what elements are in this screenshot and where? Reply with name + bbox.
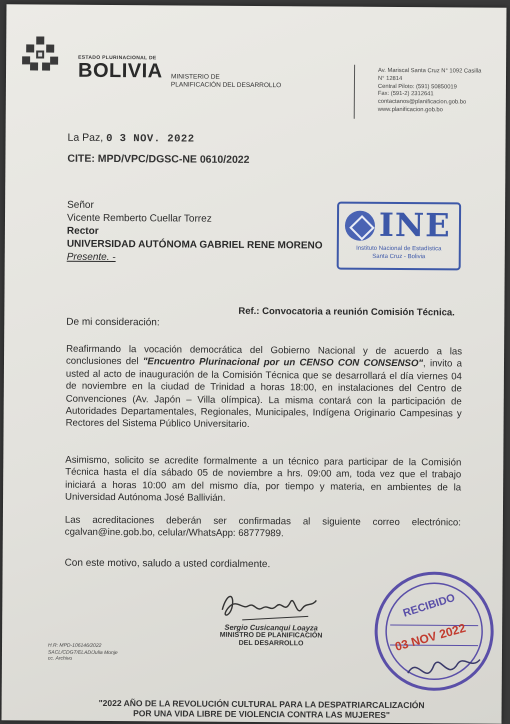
paragraph-2: Asimismo, solicito se acredite formalmente a un técnico para participar de la Comisión Técnica hasta el día sábado 05 de noviembre a hrs. 09:00 am, toda vez que el trabajo iniciará a horas 10:00 am del mismo día, por tiempo y materia, en ambientes de la Universidad Autónoma José Ballivián. (65, 454, 462, 505)
recipient-role: Rector (66, 225, 99, 237)
ministry-name: MINISTERIO DE PLANIFICACIÓN DEL DESARROLLO (170, 73, 282, 89)
presente: Presente. - (66, 251, 116, 264)
ine-logo-icon (345, 211, 375, 241)
signer-name: Sergio Cusicanqui Loayza (224, 622, 318, 633)
header-divider (354, 65, 355, 119)
received-word: RECIBIDO (401, 592, 457, 620)
recipient-title: Señor (67, 199, 94, 211)
date-stamp: 0 3 NOV. 2022 (106, 132, 195, 146)
ine-acronym: INE (378, 205, 451, 245)
received-date: 03 NOV 2022 (393, 620, 468, 654)
signature-block: Sergio Cusicanqui Loayza MINISTRO DE PLANIFICACIÓN DEL DESARROLLO (216, 624, 326, 649)
paragraph-3: Las acreditaciones deberán ser confirmadas al siguiente correo electrónico: cgalvan@ine.gob.bo, celular/WhatsApp: 68777989. (64, 514, 461, 540)
internal-references: H.R: MPD-106146/2022 SACL/CDGT/ELAD/Julia Monje cc. Archivo (47, 642, 118, 662)
place: La Paz, (67, 131, 104, 144)
closing: Con este motivo, saludo a usted cordialmente. (64, 557, 271, 571)
coat-of-arms-icon (20, 34, 60, 74)
cite-reference: CITE: MPD/VPC/DGSC-NE 0610/2022 (67, 152, 250, 166)
received-stamp (368, 565, 501, 698)
reference-line: Ref.: Convocatoria a reunión Comisión Técnica. (238, 305, 455, 319)
footer-slogan: "2022 AÑO DE LA REVOLUCIÓN CULTURAL PARA LA DESPATRIARCALIZACIÓN POR UNA VIDA LIBRE DE VIOLENCIA CONTRA LAS MUJERES" (98, 697, 425, 720)
state-label: ESTADO PLURINACIONAL DE (78, 54, 157, 62)
ine-stamp (337, 202, 461, 271)
recipient-name: Vicente Remberto Cuellar Torrez (66, 212, 212, 225)
paragraph-1: Reafirmando la vocación democrática del Gobierno Nacional y de acuerdo a las conclusiones del "Encuentro Plurinacional por un CENSO CON CONSENSO", invito a usted al acto de inauguración de la Comisión Técnica que se desarrollará el día viernes 04 de noviembre en la ciudad de Trinidad a horas 18:00, en instalaciones del Centro de Convenciones (Av. Japón – Villa olímpica). La misma contará con la participación de Autoridades Departamentales, Regionales, Municipales, Indígena Originario Campesinas y Rectores del Sistema Público Universitario. (65, 343, 463, 431)
recipient-org: UNIVERSIDAD AUTÓNOMA GABRIEL RENE MORENO (66, 238, 323, 252)
contact-block: Av. Mariscal Santa Cruz N° 1092 Casilla N° 12814 Central Piloto: (591) 50850019 Fax: (591-2) 2312641 contactanos@planificacion.gob.bo www.planificacion.gob.bo (377, 67, 482, 114)
place-date (68, 132, 195, 146)
recipient-block (67, 199, 323, 266)
letter-page (2, 4, 507, 723)
ine-stamp-text: Instituto Nacional de Estadística Santa Cruz - Bolivia (356, 245, 442, 260)
country-name: BOLIVIA (77, 59, 163, 83)
greeting: De mi consideración: (66, 316, 160, 329)
